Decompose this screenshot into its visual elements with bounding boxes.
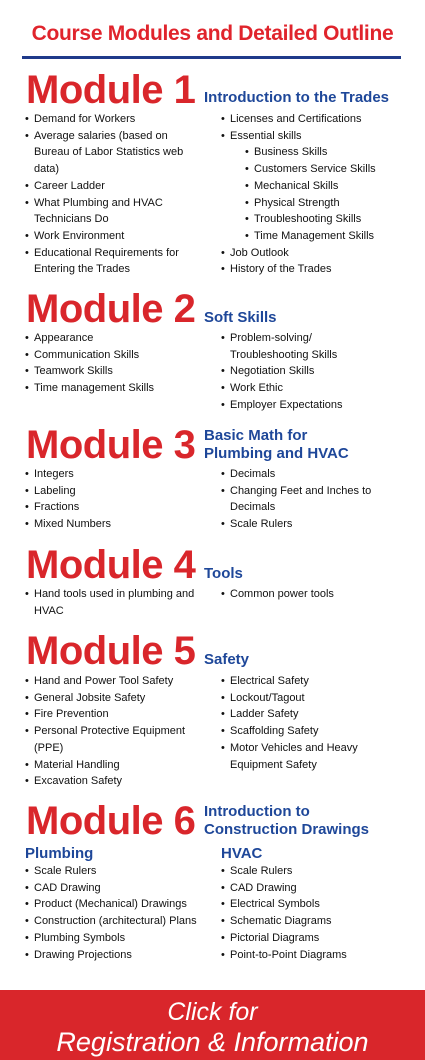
module-1-title: Introduction to the Trades	[204, 89, 390, 106]
list-item: • Time management Skills	[25, 380, 205, 397]
module-1-heading: Module 1	[26, 68, 196, 112]
module-3-title: Basic Math for Plumbing and HVAC	[204, 427, 349, 462]
list-item: • Essential skills	[221, 128, 421, 145]
list-item: • Physical Strength	[245, 195, 421, 212]
list-item: • Scale Rulers	[25, 863, 210, 880]
list-item: • Pictorial Diagrams	[221, 930, 411, 947]
list-item: • Product (Mechanical) Drawings	[25, 896, 210, 913]
list-item: • Business Skills	[245, 144, 421, 161]
title-divider	[22, 56, 401, 59]
list-item: • Average salaries (based on Bureau of Labor Statistics web data)	[25, 128, 205, 178]
list-item: • Teamwork Skills	[25, 363, 205, 380]
list-item: • Electrical Symbols	[221, 896, 411, 913]
list-item: • Career Ladder	[25, 178, 205, 195]
module-4-right-list	[221, 586, 411, 603]
module-5-title: Safety	[204, 651, 250, 668]
module-2-heading: Module 2	[26, 287, 196, 331]
list-item: • Mechanical Skills	[245, 178, 421, 195]
list-item: • Problem-solving/ Troubleshooting Skills	[221, 330, 361, 363]
module-6-heading: Module 6	[26, 799, 196, 843]
module-2-left-list	[25, 330, 205, 397]
module-3-left-list	[25, 466, 205, 533]
module-5-heading: Module 5	[26, 629, 196, 673]
module-4-title: Tools	[204, 565, 243, 582]
list-item: • Schematic Diagrams	[221, 913, 411, 930]
list-item: • Point-to-Point Diagrams	[221, 947, 411, 964]
module-2-right-list	[221, 330, 361, 414]
list-item: • CAD Drawing	[221, 880, 411, 897]
list-item: • Fractions	[25, 499, 205, 516]
list-item: • Drawing Projections	[25, 947, 210, 964]
module-4-left-list	[25, 586, 200, 619]
module-5-left-list	[25, 673, 205, 790]
list-item: • Scaffolding Safety	[221, 723, 381, 740]
list-item: • Personal Protective Equipment (PPE)	[25, 723, 205, 756]
module-6-right-list	[221, 863, 411, 963]
list-item: • Employer Expectations	[221, 397, 361, 414]
list-item: • Electrical Safety	[221, 673, 381, 690]
list-item: • Motor Vehicles and Heavy Equipment Safety	[221, 740, 381, 773]
list-item: • CAD Drawing	[25, 880, 210, 897]
banner-line-1: Click for	[167, 998, 258, 1026]
registration-banner-button[interactable]	[0, 990, 425, 1060]
list-item: • Educational Requirements for Entering the Trades	[25, 245, 205, 278]
module-3-heading: Module 3	[26, 423, 196, 467]
list-item: • Integers	[25, 466, 205, 483]
list-item: • Appearance	[25, 330, 205, 347]
module-4-heading: Module 4	[26, 543, 196, 587]
list-item: • Material Handling	[25, 757, 205, 774]
list-item: • Plumbing Symbols	[25, 930, 210, 947]
list-item: • Work Ethic	[221, 380, 361, 397]
list-item: • Mixed Numbers	[25, 516, 205, 533]
page-title: Course Modules and Detailed Outline	[31, 22, 394, 45]
list-item: • Troubleshooting Skills	[245, 211, 421, 228]
list-item: • Negotiation Skills	[221, 363, 361, 380]
module-6-left-list	[25, 863, 210, 963]
list-item: • Construction (architectural) Plans	[25, 913, 210, 930]
list-item: • History of the Trades	[221, 261, 421, 278]
list-item: • Scale Rulers	[221, 863, 411, 880]
banner-line-2: Registration & Information	[56, 1027, 369, 1057]
list-item: • Time Management Skills	[245, 228, 421, 245]
list-item: • Communication Skills	[25, 347, 205, 364]
list-item: • Job Outlook	[221, 245, 421, 262]
list-item: • Common power tools	[221, 586, 411, 603]
list-item: • Hand and Power Tool Safety	[25, 673, 205, 690]
module-3-right-list	[221, 466, 381, 533]
list-item: • Hand tools used in plumbing and HVAC	[25, 586, 200, 619]
list-item: • Licenses and Certifications	[221, 111, 421, 128]
module-6-title: Introduction to Construction Drawings	[204, 803, 370, 838]
list-item: • Excavation Safety	[25, 773, 205, 790]
list-item: • Lockout/Tagout	[221, 690, 381, 707]
list-item: • Fire Prevention	[25, 706, 205, 723]
list-item: • Changing Feet and Inches to Decimals	[221, 483, 381, 516]
list-item: • Ladder Safety	[221, 706, 381, 723]
module-2-title: Soft Skills	[204, 309, 277, 326]
hvac-subheading: HVAC	[221, 845, 263, 862]
list-item: • Work Environment	[25, 228, 205, 245]
list-item: • Scale Rulers	[221, 516, 381, 533]
list-item: • Demand for Workers	[25, 111, 205, 128]
list-item: • Decimals	[221, 466, 381, 483]
list-item: • Labeling	[25, 483, 205, 500]
list-item: • What Plumbing and HVAC Technicians Do	[25, 195, 205, 228]
list-item: • Customers Service Skills	[245, 161, 421, 178]
module-5-right-list	[221, 673, 381, 773]
plumbing-subheading: Plumbing	[25, 845, 94, 862]
module-1-left-list	[25, 111, 205, 278]
list-item: • General Jobsite Safety	[25, 690, 205, 707]
module-1-right-list	[221, 111, 421, 278]
